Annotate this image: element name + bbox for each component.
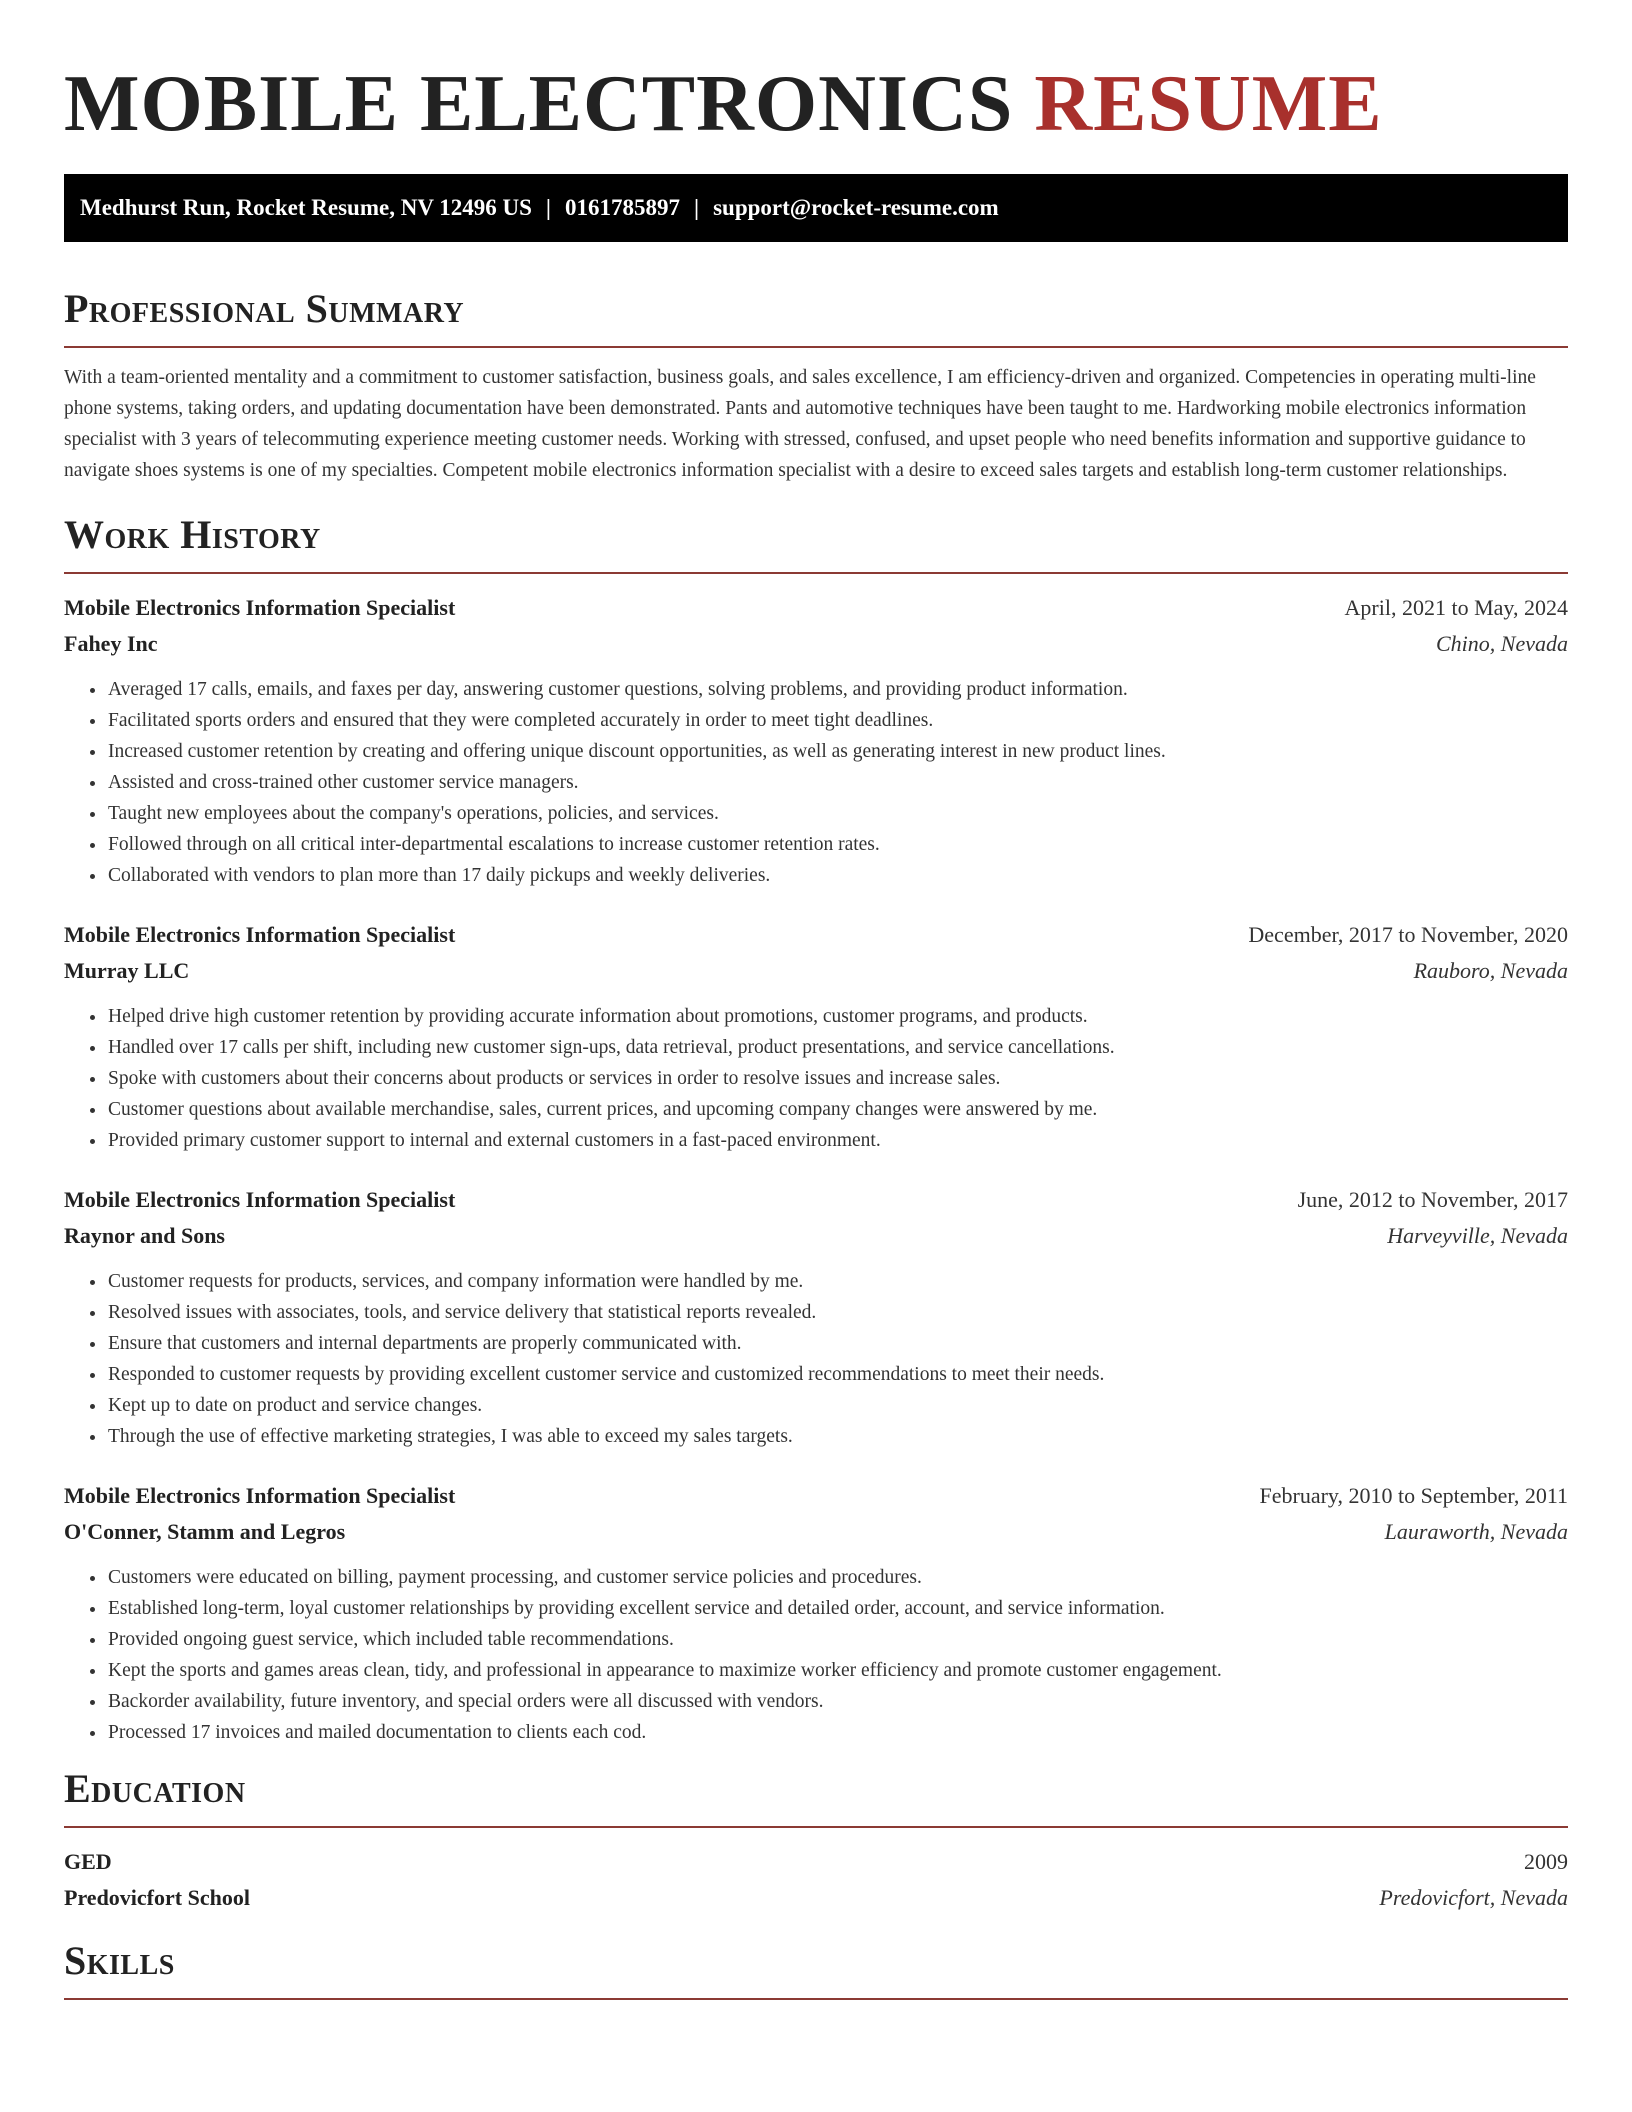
job-bullet: • Kept the sports and games areas clean, tidy, and professional in appearance to maximize worker efficiency and promote customer engagement.: [107, 1655, 1568, 1686]
education-location: Predovicfort, Nevada: [1379, 1885, 1568, 1910]
job-location: Harveyville, Nevada: [1387, 1223, 1568, 1248]
job-header-row: [64, 1182, 1568, 1218]
contact-bar: [64, 174, 1568, 242]
contact-address: Medhurst Run, Rocket Resume, NV 12496 US: [80, 195, 532, 220]
job-bullet: • Customer questions about available merchandise, sales, current prices, and upcoming company changes were answered by me.: [107, 1094, 1568, 1125]
job-bullet-list: [64, 1562, 1568, 1748]
job-company-row: [64, 626, 1568, 662]
job-bullet: • Established long-term, loyal customer relationships by providing excellent service and detailed order, account, and service information.: [107, 1593, 1568, 1624]
work-history-list: [64, 590, 1568, 1748]
job-title: Mobile Electronics Information Specialist: [64, 1483, 456, 1508]
section-heading-work-history: Work History: [64, 512, 1568, 574]
education-year: 2009: [1524, 1849, 1568, 1874]
job-header-row: [64, 590, 1568, 626]
summary-text: With a team-oriented mentality and a commitment to customer satisfaction, business goals, and sales excellence, I am efficiency-driven and organized. Competencies in operating multi-line phone systems, taking orders, and updating documentation have been demonstrated. Pants and automotive techniques have been taught to me. Hardworking mobile electronics information specialist with 3 years of telecommuting experience meeting customer needs. Working with stressed, confused, and upset people who need benefits information and supportive guidance to navigate shoes systems is one of my specialties. Competent mobile electronics information specialist with a desire to exceed sales targets and establish long-term customer relationships.: [64, 367, 1536, 481]
job-entry: [64, 590, 1568, 891]
job-bullet: • Averaged 17 calls, emails, and faxes per day, answering customer questions, solving problems, and providing product information.: [107, 674, 1568, 705]
education-degree: GED: [64, 1849, 112, 1874]
job-dates: June, 2012 to November, 2017: [1297, 1187, 1568, 1212]
job-bullet: • Provided ongoing guest service, which included table recommendations.: [107, 1624, 1568, 1655]
education-school: Predovicfort School: [64, 1885, 250, 1910]
job-bullet: • Collaborated with vendors to plan more than 17 daily pickups and weekly deliveries.: [107, 860, 1568, 891]
job-bullet: • Taught new employees about the company's operations, policies, and services.: [107, 798, 1568, 829]
job-bullet-list: [64, 1001, 1568, 1156]
job-dates: February, 2010 to September, 2011: [1259, 1483, 1568, 1508]
job-bullet: • Responded to customer requests by providing excellent customer service and customized recommendations to meet their needs.: [107, 1359, 1568, 1390]
job-bullet: • Backorder availability, future inventory, and special orders were all discussed with vendors.: [107, 1686, 1568, 1717]
job-bullet: • Facilitated sports orders and ensured that they were completed accurately in order to meet tight deadlines.: [107, 705, 1568, 736]
job-bullet: • Helped drive high customer retention by providing accurate information about promotions, customer programs, and products.: [107, 1001, 1568, 1032]
section-heading-skills: Skills: [64, 1938, 1568, 2000]
job-title: Mobile Electronics Information Specialist: [64, 595, 456, 620]
job-header-row: [64, 917, 1568, 953]
job-title: Mobile Electronics Information Specialist: [64, 922, 456, 947]
job-bullet: • Customer requests for products, services, and company information were handled by me.: [107, 1266, 1568, 1297]
resume-title-main: MOBILE ELECTRONICS: [64, 60, 1014, 148]
education-entry: [64, 1844, 1568, 1916]
contact-email: support@rocket-resume.com: [713, 195, 999, 220]
resume-title-accent: RESUME: [1034, 60, 1383, 148]
job-company: Raynor and Sons: [64, 1223, 225, 1248]
section-heading-summary: Professional Summary: [64, 286, 1568, 348]
section-heading-education: Education: [64, 1766, 1568, 1828]
job-bullet: • Increased customer retention by creating and offering unique discount opportunities, as well as generating interest in new product lines.: [107, 736, 1568, 767]
job-header-row: [64, 1478, 1568, 1514]
resume-page: [64, 0, 1568, 2000]
job-company-row: [64, 953, 1568, 989]
job-bullet: • Processed 17 invoices and mailed documentation to clients each cod.: [107, 1717, 1568, 1748]
job-company-row: [64, 1218, 1568, 1254]
job-location: Rauboro, Nevada: [1413, 958, 1568, 983]
job-company: O'Conner, Stamm and Legros: [64, 1519, 346, 1544]
contact-separator: |: [694, 195, 700, 220]
job-company: Fahey Inc: [64, 631, 158, 656]
job-title: Mobile Electronics Information Specialist: [64, 1187, 456, 1212]
job-bullet-list: [64, 674, 1568, 891]
job-bullet: • Kept up to date on product and service changes.: [107, 1390, 1568, 1421]
job-entry: [64, 1478, 1568, 1748]
job-bullet: • Customers were educated on billing, payment processing, and customer service policies and procedures.: [107, 1562, 1568, 1593]
job-bullet-list: [64, 1266, 1568, 1452]
job-location: Lauraworth, Nevada: [1384, 1519, 1568, 1544]
job-company-row: [64, 1514, 1568, 1550]
job-bullet: • Spoke with customers about their concerns about products or services in order to resolve issues and increase sales.: [107, 1063, 1568, 1094]
job-location: Chino, Nevada: [1436, 631, 1568, 656]
job-bullet: • Handled over 17 calls per shift, including new customer sign-ups, data retrieval, product presentations, and service cancellations.: [107, 1032, 1568, 1063]
job-entry: [64, 1182, 1568, 1452]
job-bullet: • Ensure that customers and internal departments are properly communicated with.: [107, 1328, 1568, 1359]
job-entry: [64, 917, 1568, 1156]
job-company: Murray LLC: [64, 958, 190, 983]
job-bullet: • Provided primary customer support to internal and external customers in a fast-paced environment.: [107, 1125, 1568, 1156]
job-bullet: • Resolved issues with associates, tools, and service delivery that statistical reports revealed.: [107, 1297, 1568, 1328]
resume-title: [64, 0, 1568, 150]
job-bullet: • Through the use of effective marketing strategies, I was able to exceed my sales targets.: [107, 1421, 1568, 1452]
job-bullet: • Assisted and cross-trained other customer service managers.: [107, 767, 1568, 798]
contact-separator: |: [545, 195, 551, 220]
job-dates: December, 2017 to November, 2020: [1248, 922, 1568, 947]
contact-phone: 0161785897: [565, 195, 680, 220]
job-bullet: • Followed through on all critical inter-departmental escalations to increase customer retention rates.: [107, 829, 1568, 860]
job-dates: April, 2021 to May, 2024: [1344, 595, 1568, 620]
